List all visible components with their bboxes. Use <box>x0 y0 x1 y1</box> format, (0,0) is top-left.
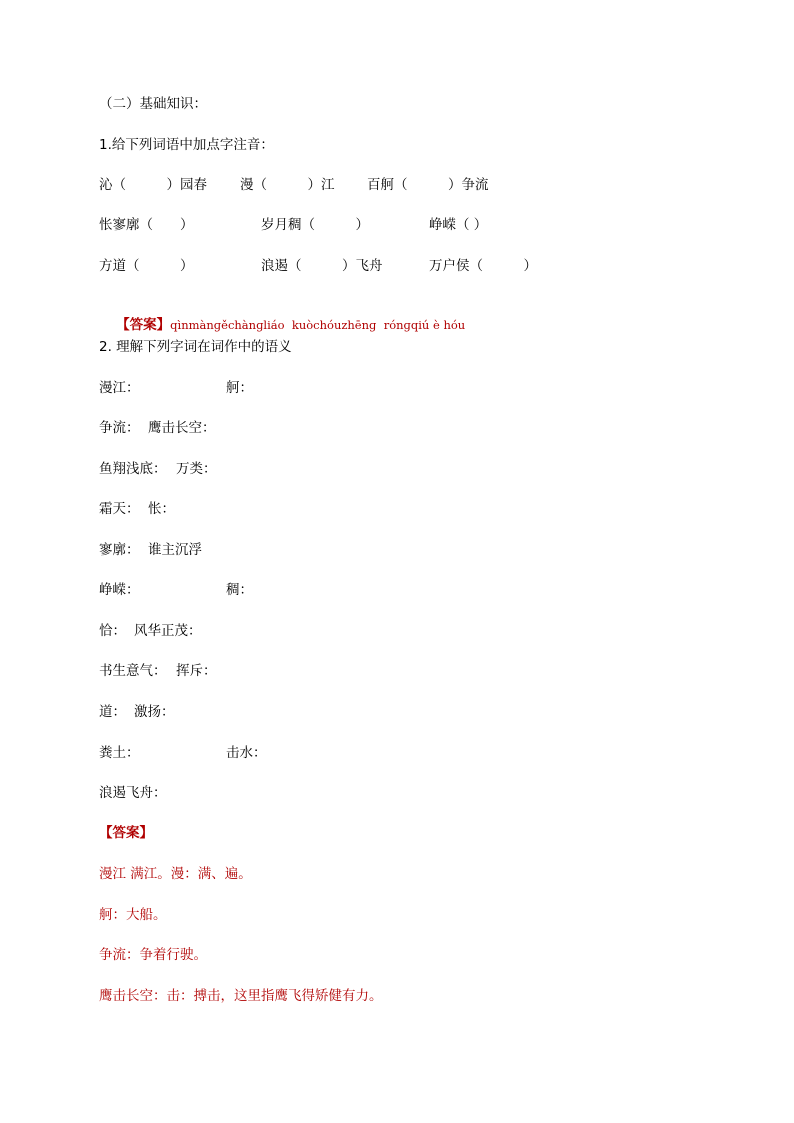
q2-term: 争流： <box>99 420 140 436</box>
q2-row <box>99 703 699 721</box>
q2-term: 谁主沉浮 <box>148 542 202 558</box>
q2-row <box>99 379 699 397</box>
q2-row <box>99 541 699 559</box>
q2-answer-line: 鹰击长空：击：搏击，这里指鹰飞得矫健有力。 <box>99 988 383 1004</box>
q2-answer-line: 舸：大船。 <box>99 907 167 923</box>
section-title: （二）基础知识： <box>99 96 207 112</box>
question-2-title: 2. 理解下列字词在词作中的语义 <box>99 339 292 355</box>
q2-term: 舸： <box>226 380 253 396</box>
q2-term: 万类： <box>176 461 217 477</box>
q2-term: 稠： <box>226 582 253 598</box>
q1-row-3 <box>99 257 699 275</box>
q2-answer-label: 【答案】 <box>99 825 153 841</box>
q1-item: 百舸（ ）争流 <box>367 177 489 193</box>
q2-term: 击水： <box>226 745 267 761</box>
q2-row <box>99 581 699 599</box>
q2-term: 恰： <box>99 623 126 639</box>
q2-term: 峥嵘： <box>99 582 140 598</box>
q2-row <box>99 419 699 437</box>
question-1-title: 1.给下列词语中加点字注音： <box>99 137 274 153</box>
q2-term: 寥廓： <box>99 542 140 558</box>
q2-row <box>99 622 699 640</box>
q2-term: 激扬： <box>134 704 175 720</box>
q2-row <box>99 500 699 518</box>
q1-item: 沁（ ）园春 <box>99 177 207 193</box>
q1-item: 浪遏（ ）飞舟 <box>261 258 383 274</box>
q2-term: 挥斥： <box>176 663 217 679</box>
q2-row <box>99 744 699 762</box>
q2-row <box>99 662 699 680</box>
q2-term: 漫江： <box>99 380 140 396</box>
q2-row <box>99 784 699 802</box>
q1-item: 方道（ ） <box>99 258 194 274</box>
q1-item: 岁月稠（ ） <box>261 217 369 233</box>
q1-item: 峥嵘（ ） <box>429 217 488 233</box>
q2-term: 鹰击长空： <box>148 420 216 436</box>
answer-label: 【答案】 <box>116 317 171 333</box>
q2-term: 粪土： <box>99 745 140 761</box>
q2-term: 书生意气： <box>99 663 167 679</box>
q2-answer-line: 争流：争着行驶。 <box>99 947 207 963</box>
q2-term: 风华正茂： <box>134 623 202 639</box>
q2-term: 鱼翔浅底： <box>99 461 167 477</box>
q2-term: 浪遏飞舟： <box>99 785 167 801</box>
q2-term: 霜天： <box>99 501 140 517</box>
q2-answer-line: 漫江 满江。漫：满、遍。 <box>99 866 252 882</box>
q2-term: 道： <box>99 704 126 720</box>
q1-item: 万户侯（ ） <box>429 258 537 274</box>
q1-item: 怅寥廓（ ） <box>99 217 194 233</box>
q2-term: 怅： <box>148 501 175 517</box>
q2-row <box>99 460 699 478</box>
q1-row-1 <box>99 176 699 194</box>
q1-row-2 <box>99 216 699 234</box>
q1-item: 漫（ ）江 <box>240 177 335 193</box>
answer-pinyin: qìnmànɡěchànɡliáo kuòchóuzhēnɡ rónɡqiú è hóu <box>170 318 466 332</box>
